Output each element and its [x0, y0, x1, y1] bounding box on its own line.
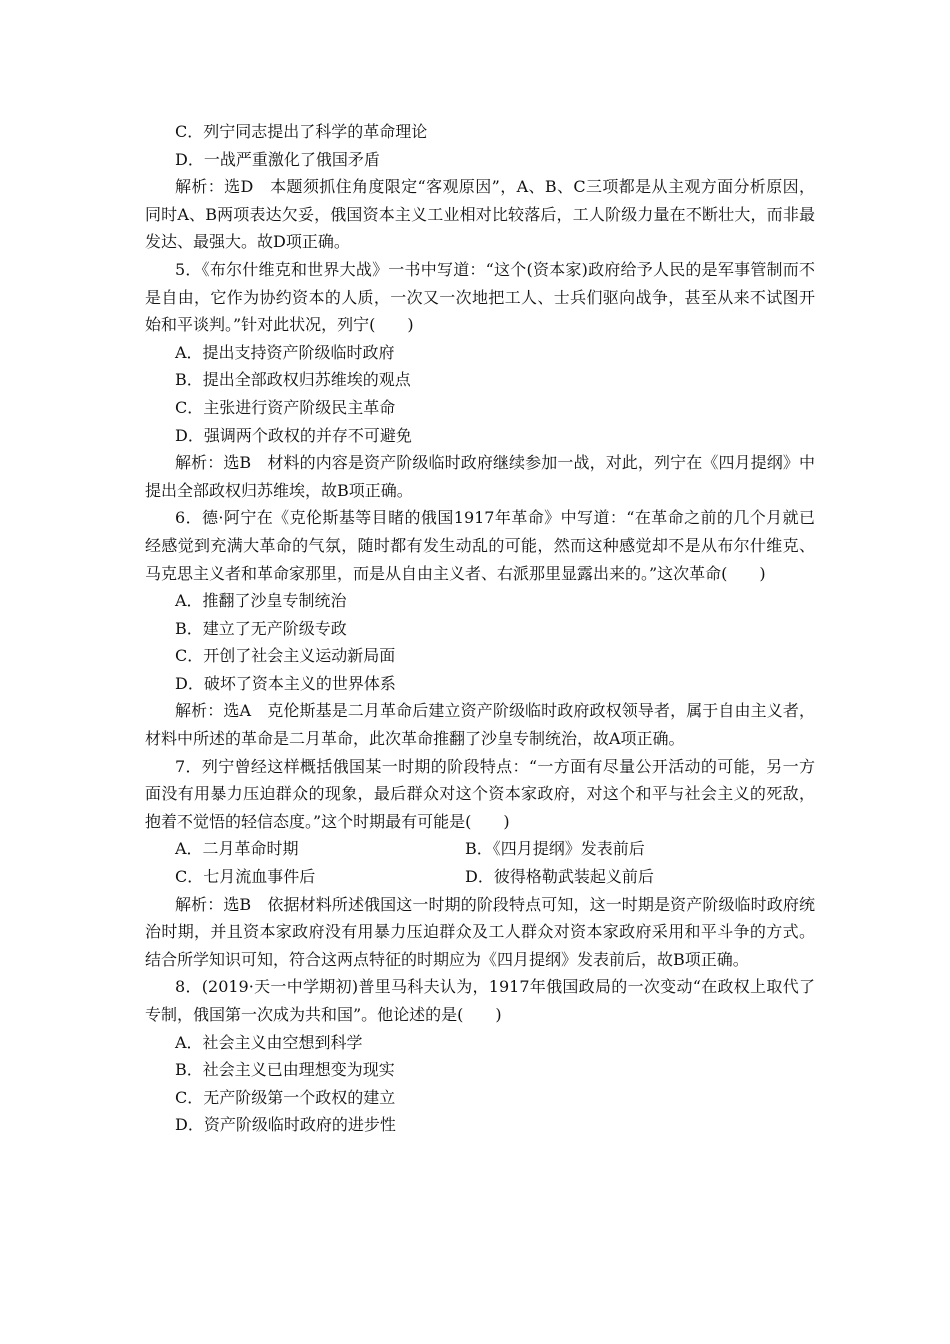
q5-analysis: 解析：选B 材料的内容是资产阶级临时政府继续参加一战，对此，列宁在《四月提纲》中提出全部政权归苏维埃，故B项正确。	[145, 453, 815, 500]
q4-option-d: D．一战严重激化了俄国矛盾	[175, 149, 380, 169]
q7-options-row-1	[145, 835, 815, 863]
q4-analysis: 解析：选D 本题须抓住角度限定“客观原因”，A、B、C三项都是从主观方面分析原因，同时A、B两项表达欠妥，俄国资本主义工业相对比较落后，工人阶级力量在不断壮大，而非最发达、最强大。故D项正确。	[145, 177, 815, 252]
q4-option-c: C．列宁同志提出了科学的革命理论	[175, 122, 428, 141]
q6-option-c: C．开创了社会主义运动新局面	[175, 646, 396, 666]
q7-option-c: C．七月流血事件后	[175, 867, 316, 887]
q7-option-a: A．二月革命时期	[175, 839, 299, 859]
q6-option-a: A．推翻了沙皇专制统治	[175, 591, 347, 611]
q6-option-b: B．建立了无产阶级专政	[175, 618, 347, 638]
q6-analysis: 解析：选A 克伦斯基是二月革命后建立资产阶级临时政府政权领导者，属于自由主义者，材料中所述的革命是二月革命，此次革命推翻了沙皇专制统治，故A项正确。	[145, 701, 815, 749]
q7-analysis: 解析：选B 依据材料所述俄国这一时期的阶段特点可知，这一时期是资产阶级临时政府统治时期，并且资本家政府没有用暴力压迫群众及工人群众对资本家政府采用和平斗争的方式。结合所学知识可知，符合这两点特征的时期应为《四月提纲》发表前后，故B项正确。	[145, 894, 815, 969]
q8-option-d: D．资产阶级临时政府的进步性	[175, 1115, 396, 1135]
q5-stem: 5．《布尔什维克和世界大战》一书中写道：“这个(资本家)政府给予人民的是军事管制而不是自由，它作为协约资本的人质，一次又一次地把工人、士兵们驱向战争，甚至从来不试图开始和平谈判。”针对此状况，列宁( )	[145, 259, 815, 335]
q6-option-d: D．破坏了资本主义的世界体系	[175, 673, 396, 693]
q8-option-b: B．社会主义已由理想变为现实	[175, 1060, 395, 1080]
q8-option-c: C．无产阶级第一个政权的建立	[175, 1087, 396, 1107]
q7-option-b: B．《四月提纲》发表前后	[465, 839, 645, 859]
q5-option-b: B．提出全部政权归苏维埃的观点	[175, 370, 411, 390]
q5-option-d: D．强调两个政权的并存不可避免	[175, 425, 412, 445]
q8-stem: 8．(2019·天一中学期初)普里马科夫认为，1917年俄国政局的一次变动“在政权上取代了专制，俄国第一次成为共和国”。他论述的是( )	[145, 977, 815, 1024]
q6-stem: 6．德·阿宁在《克伦斯基等目睹的俄国1917年革命》中写道：“在革命之前的几个月就已经感觉到充满大革命的气氛，随时都有发生动乱的可能，然而这种感觉却不是从布尔什维克、马克思主义者和革命家那里，而是从自由主义者、右派那里显露出来的。”这次革命( )	[145, 508, 815, 583]
q7-options-row-2	[145, 863, 815, 891]
q7-stem: 7．列宁曾经这样概括俄国某一时期的阶段特点：“一方面有尽量公开活动的可能，另一方面没有用暴力压迫群众的现象，最后群众对这个资本家政府，对这个和平与社会主义的死敌，抱着不觉悟的轻信态度。”这个时期最有可能是( )	[145, 756, 815, 831]
document-page	[145, 118, 815, 1139]
q5-option-c: C．主张进行资产阶级民主革命	[175, 397, 396, 417]
q8-option-a: A．社会主义由空想到科学	[175, 1032, 363, 1052]
q5-option-a: A．提出支持资产阶级临时政府	[175, 342, 395, 362]
q7-option-d: D．彼得格勒武装起义前后	[465, 867, 654, 887]
